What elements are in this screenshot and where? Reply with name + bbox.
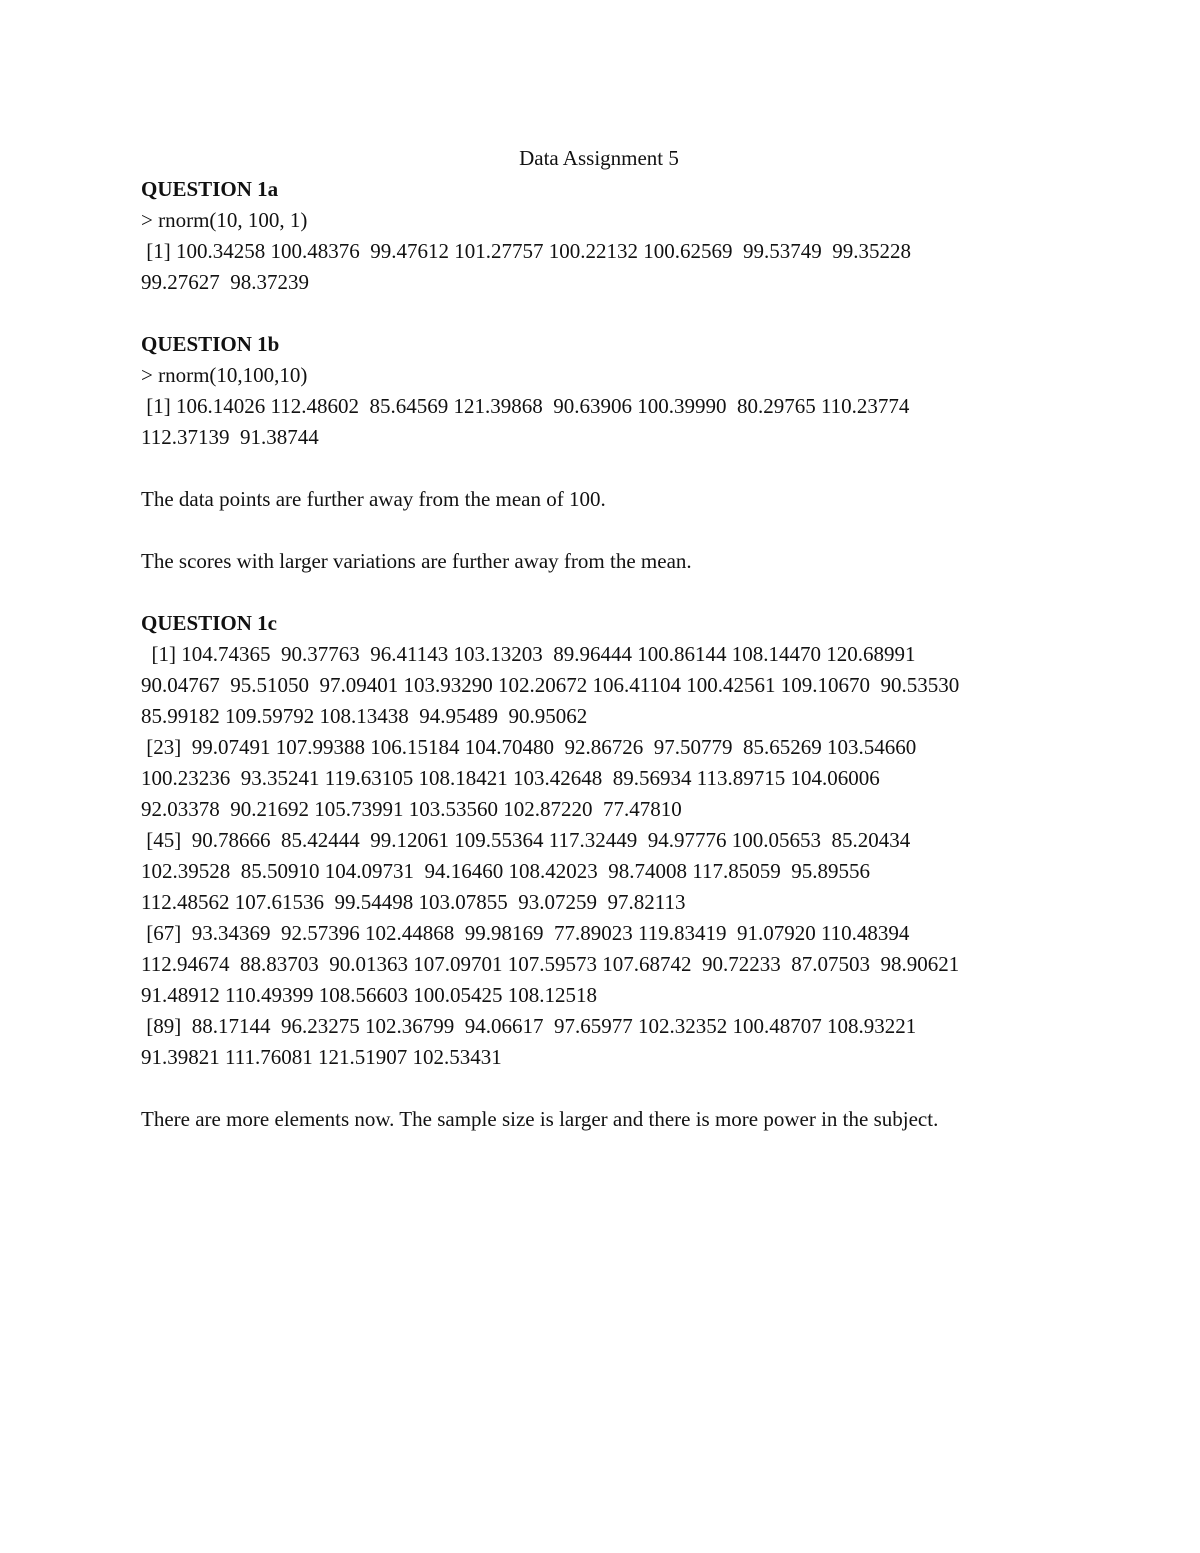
question-1c-output-line: 112.94674 88.83703 90.01363 107.09701 107.59573 107.68742 90.72233 87.07503 98.90621 xyxy=(141,952,960,976)
paragraph-gap xyxy=(141,1073,1121,1104)
paragraph-gap xyxy=(141,515,1121,546)
paragraph-gap xyxy=(141,577,1121,608)
question-1b-output-line: 112.37139 91.38744 xyxy=(141,425,319,449)
question-1c-output-line: [89] 88.17144 96.23275 102.36799 94.06617 97.65977 102.32352 100.48707 108.93221 xyxy=(141,1014,917,1038)
question-1c-output-line: 91.39821 111.76081 121.51907 102.53431 xyxy=(141,1045,502,1069)
question-1b-heading: QUESTION 1b xyxy=(141,332,280,356)
paragraph-gap xyxy=(141,298,1121,329)
question-1a-output-line: 99.27627 98.37239 xyxy=(141,270,309,294)
question-1c-output-line: [23] 99.07491 107.99388 106.15184 104.70480 92.86726 97.50779 85.65269 103.54660 xyxy=(141,735,917,759)
question-1c-output-line: [1] 104.74365 90.37763 96.41143 103.13203 89.96444 100.86144 108.14470 120.68991 xyxy=(141,642,916,666)
question-1c-output-line: 102.39528 85.50910 104.09731 94.16460 108.42023 98.74008 117.85059 95.89556 xyxy=(141,859,870,883)
question-1c-output-line: [67] 93.34369 92.57396 102.44868 99.98169 77.89023 119.83419 91.07920 110.48394 xyxy=(141,921,910,945)
document-title: Data Assignment 5 xyxy=(519,146,679,170)
question-1c-output-line: 90.04767 95.51050 97.09401 103.93290 102.20672 106.41104 100.42561 109.10670 90.53530 xyxy=(141,673,960,697)
question-1a-heading: QUESTION 1a xyxy=(141,177,279,201)
question-1b-command: > rnorm(10,100,10) xyxy=(141,363,308,387)
question-1b-answer-1: The data points are further away from the mean of 100. xyxy=(141,487,606,511)
question-1a-command: > rnorm(10, 100, 1) xyxy=(141,208,308,232)
question-1c-output-line: 112.48562 107.61536 99.54498 103.07855 93.07259 97.82113 xyxy=(141,890,686,914)
question-1c-output-line: 85.99182 109.59792 108.13438 94.95489 90.95062 xyxy=(141,704,588,728)
question-1c-output-line: 91.48912 110.49399 108.56603 100.05425 108.12518 xyxy=(141,983,597,1007)
question-1c-answer: There are more elements now. The sample size is larger and there is more power in the subject. xyxy=(141,1107,939,1131)
question-1c-output-line: [45] 90.78666 85.42444 99.12061 109.55364 117.32449 94.97776 100.05653 85.20434 xyxy=(141,828,911,852)
paragraph-gap xyxy=(141,453,1121,484)
question-1c-heading: QUESTION 1c xyxy=(141,611,277,635)
question-1a-output-line: [1] 100.34258 100.48376 99.47612 101.27757 100.22132 100.62569 99.53749 99.35228 xyxy=(141,239,911,263)
document-body xyxy=(141,174,1121,1135)
question-1b-output-line: [1] 106.14026 112.48602 85.64569 121.39868 90.63906 100.39990 80.29765 110.23774 xyxy=(141,394,910,418)
question-1b-answer-2: The scores with larger variations are further away from the mean. xyxy=(141,549,692,573)
question-1c-output-line: 92.03378 90.21692 105.73991 103.53560 102.87220 77.47810 xyxy=(141,797,682,821)
question-1c-output-line: 100.23236 93.35241 119.63105 108.18421 103.42648 89.56934 113.89715 104.06006 xyxy=(141,766,880,790)
